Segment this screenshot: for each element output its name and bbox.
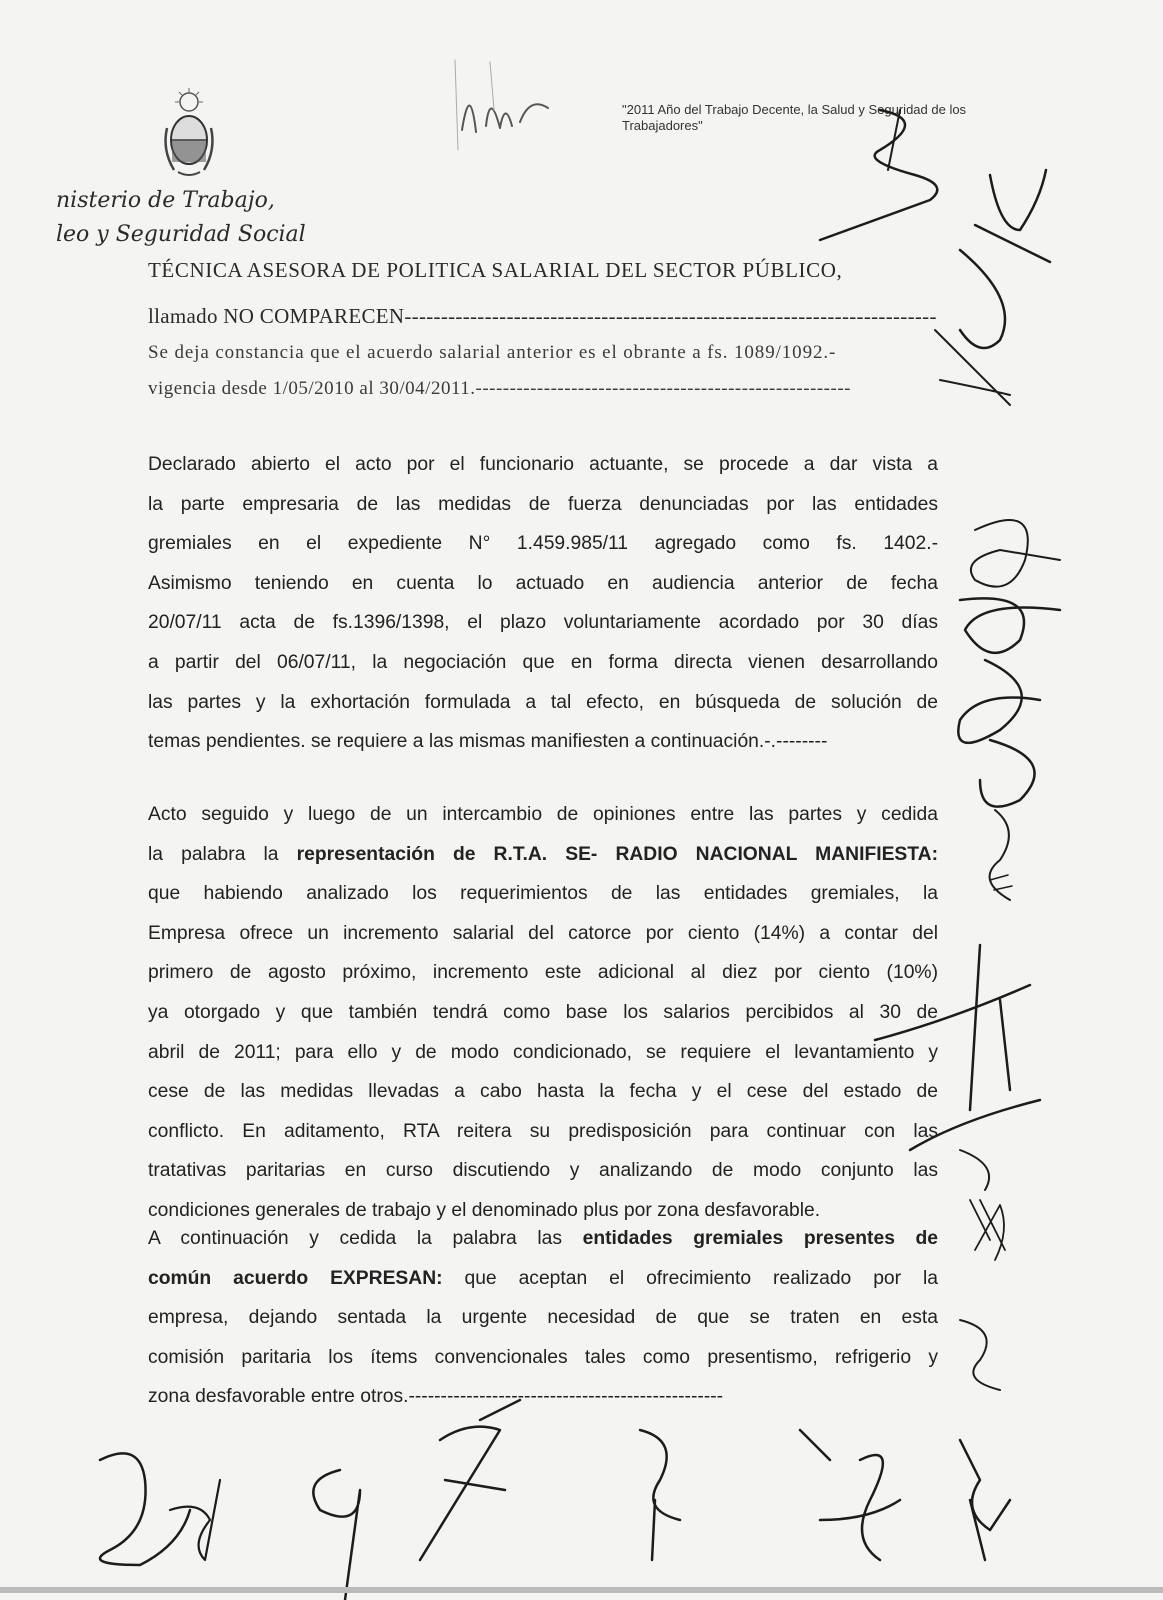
paragraph-opening	[148, 445, 938, 762]
text-fragment: A continuación y cedida la palabra las	[148, 1228, 583, 1249]
commission-title: TÉCNICA ASESORA DE POLITICA SALARIAL DEL SECTOR PÚBLICO,	[148, 258, 843, 282]
text-line: las partes y la exhortación formulada a tal efecto, en búsqueda de solución de	[148, 691, 938, 713]
text-line	[148, 1219, 938, 1259]
text-line: zona desfavorable entre otros.-------------------------------------------------	[148, 1386, 724, 1408]
unions-heading: entidades gremiales presentes de	[582, 1228, 938, 1249]
text-line	[148, 835, 938, 875]
text-line: 20/07/11 acta de fs.1396/1398, el plazo voluntariamente acordado por 30 días	[148, 612, 938, 634]
text-line: temas pendientes. se requiere a las mismas manifiesten a continuación.-.--------	[148, 731, 828, 753]
text-line: condiciones generales de trabajo y el denominado plus por zona desfavorable.	[148, 1199, 821, 1221]
text-line: Declarado abierto el acto por el funcionario actuante, se procede a dar vista a	[148, 454, 938, 475]
text-line	[148, 1259, 938, 1299]
text-line: a partir del 06/07/11, la negociación que en forma directa vienen desarrollando	[148, 651, 938, 673]
text-line: tratativas paritarias en curso discutiendo y analizando de modo conjunto las	[148, 1160, 938, 1182]
national-seal-icon	[160, 88, 218, 180]
text-line: ya otorgado y que también tendrá como base los salarios percibidos al 30 de	[148, 1001, 938, 1023]
paragraph-company-offer	[148, 795, 938, 1231]
text-line: que habiendo analizado los requerimientos de las entidades gremiales, la	[148, 883, 938, 905]
company-statement-heading: representación de R.T.A. SE- RADIO NACIONAL MANIFIESTA:	[296, 843, 938, 865]
year-motto: "2011 Año del Trabajo Decente, la Salud y Seguridad de los Trabajadores"	[622, 102, 967, 133]
text-line: abril de 2011; para ello y de modo condicionado, se requiere el levantamiento y	[148, 1041, 938, 1063]
prior-agreement-note: Se deja constancia que el acuerdo salarial anterior es el obrante a fs. 1089/1092.-	[148, 342, 837, 363]
ministry-name	[56, 184, 306, 252]
text-line: Asimismo teniendo en cuenta lo actuado en audiencia anterior de fecha	[148, 572, 938, 594]
paragraph-unions-response	[148, 1219, 938, 1417]
validity-note: vigencia desde 1/05/2010 al 30/04/2011.-------------------------------------------------------	[148, 378, 851, 399]
text-line: cese de las medidas llevadas a cabo hasta la fecha y el cese del estado de	[148, 1081, 938, 1103]
ministry-line-1: nisterio de Trabajo,	[56, 188, 275, 213]
unions-heading-cont: común acuerdo EXPRESAN:	[148, 1267, 443, 1289]
text-fragment: que aceptan el ofrecimiento realizado por la	[442, 1267, 938, 1289]
text-line: gremiales en el expediente N° 1.459.985/11 agregado como fs. 1402.-	[148, 533, 938, 555]
text-line: comisión paritaria los ítems convencionales tales como presentismo, refrigerio y	[148, 1346, 938, 1368]
text-line: empresa, dejando sentada la urgente necesidad de que se traten en esta	[148, 1307, 938, 1329]
text-line: primero de agosto próximo, incremento este adicional al diez por ciento (10%)	[148, 962, 938, 984]
ministry-line-2: leo y Seguridad Social	[56, 222, 306, 247]
attendance-note: llamado NO COMPARECEN-------------------------------------------------------------------------	[148, 304, 937, 328]
text-line: la parte empresaria de las medidas de fuerza denunciadas por las entidades	[148, 493, 938, 515]
text-fragment: la palabra la	[148, 843, 297, 865]
text-line: conflicto. En aditamento, RTA reitera su predisposición para continuar con las	[148, 1120, 938, 1142]
text-line: Empresa ofrece un incremento salarial del catorce por ciento (14%) a contar del	[148, 922, 938, 944]
text-line: Acto seguido y luego de un intercambio de opiniones entre las partes y cedida	[148, 804, 938, 825]
